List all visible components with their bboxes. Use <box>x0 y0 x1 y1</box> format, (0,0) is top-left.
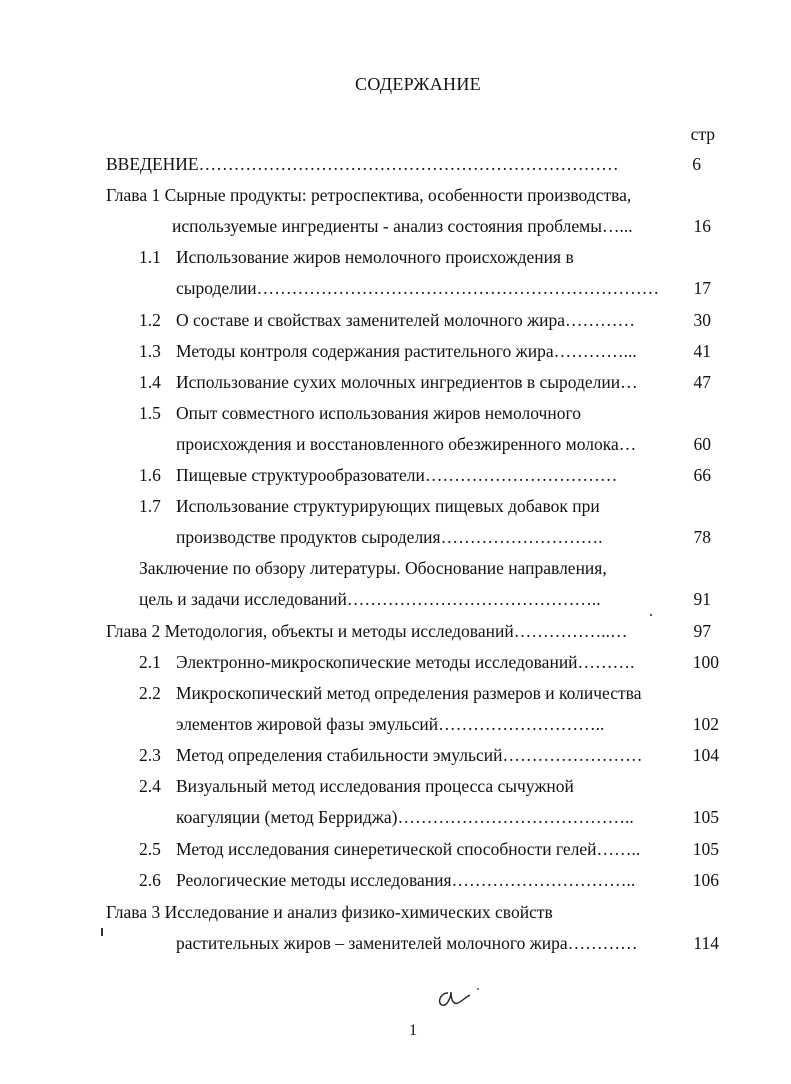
toc-section-number: 1.1 <box>139 247 161 267</box>
toc-section-2-3 <box>176 745 642 765</box>
toc-page-number: 16 <box>693 216 711 236</box>
toc-section-number: 1.3 <box>139 341 161 361</box>
toc-section-1-7-line2 <box>176 527 602 547</box>
toc-section-1-4: Использование сухих молочных ингредиентов в сыроделии… <box>176 372 638 392</box>
toc-section-2-1: Электронно-микроскопические методы исследований………. <box>176 652 635 672</box>
toc-section-number: 2.5 <box>139 839 161 859</box>
toc-section-1-7-line1: Использование структурирующих пищевых добавок при <box>176 496 600 516</box>
toc-entry-text: элементов жировой фазы эмульсий <box>176 714 439 734</box>
toc-page-number: 100 <box>692 652 719 672</box>
toc-page-number: 66 <box>693 465 711 485</box>
toc-dots: …………………… <box>502 745 643 765</box>
toc-conclusion-line2 <box>139 589 601 609</box>
toc-page-number: 60 <box>693 434 711 454</box>
toc-conclusion-line1: Заключение по обзору литературы. Обоснование направления, <box>139 558 607 578</box>
toc-section-number: 2.6 <box>139 870 161 890</box>
scan-speck <box>650 614 652 616</box>
toc-page-number: 47 <box>693 372 711 392</box>
handwritten-mark-icon <box>434 983 484 1011</box>
toc-section-number: 1.4 <box>139 372 161 392</box>
toc-page-number: 106 <box>692 870 719 890</box>
toc-section-1-1-line1: Использование жиров немолочного происхождения в <box>176 247 574 267</box>
toc-section-number: 2.3 <box>139 745 161 765</box>
toc-page-number: 97 <box>693 621 711 641</box>
toc-entry-text: производстве продуктов сыроделия <box>176 527 441 547</box>
toc-section-number: 1.7 <box>139 496 161 516</box>
toc-section-number: 2.1 <box>139 652 161 672</box>
toc-chapter-1-line1: Глава 1 Сырные продукты: ретроспектива, особенности производства, <box>106 185 632 205</box>
toc-page-number: 6 <box>692 154 701 174</box>
toc-section-number: 2.2 <box>139 683 161 703</box>
toc-section-1-5-line1: Опыт совместного использования жиров немолочного <box>176 403 581 423</box>
toc-entry-text: цель и задачи исследований <box>139 589 347 609</box>
toc-entry-intro <box>106 154 619 174</box>
toc-page-number: 114 <box>693 933 719 953</box>
toc-section-1-1-line2 <box>176 278 659 298</box>
toc-page-number: 91 <box>693 589 711 609</box>
page-title: СОДЕРЖАНИЕ <box>355 74 481 94</box>
toc-chapter-1-line2: используемые ингредиенты - анализ состояния проблемы…... <box>172 216 633 236</box>
toc-page-number: 102 <box>692 714 719 734</box>
toc-entry-text: коагуляции (метод Берриджа) <box>176 807 398 827</box>
toc-section-2-4-line2 <box>176 807 634 827</box>
toc-section-2-2-line1: Микроскопический метод определения размеров и количества <box>176 683 642 703</box>
toc-page-number: 78 <box>693 527 711 547</box>
toc-dots: ………………………………….. <box>397 807 634 827</box>
toc-entry-text: Реологические методы исследования <box>176 870 452 890</box>
toc-entry-text: сыроделии <box>176 278 257 298</box>
toc-dots: …………………………………………………………… <box>256 278 660 298</box>
toc-section-2-6 <box>176 870 635 890</box>
toc-section-1-2: О составе и свойствах заменителей молочного жира………… <box>176 310 636 330</box>
page-number-footer: 1 <box>409 1022 417 1039</box>
toc-dots: ……………………………………………………………… <box>198 154 619 174</box>
toc-dots: ………………………. <box>440 527 603 547</box>
toc-dots: ………………………….. <box>451 870 636 890</box>
toc-dots: …………………………… <box>424 465 618 485</box>
toc-section-number: 1.5 <box>139 403 161 423</box>
toc-entry-text: Метод определения стабильности эмульсий <box>176 745 503 765</box>
toc-dots: ……………………….. <box>438 714 605 734</box>
toc-chapter-3-line2: растительных жиров – заменителей молочного жира………… <box>176 933 638 953</box>
toc-chapter-2: Глава 2 Методология, объекты и методы исследований……………..… <box>106 621 628 641</box>
toc-section-2-5: Метод исследования синеретической способности гелей…….. <box>176 839 641 859</box>
toc-section-1-6 <box>176 465 617 485</box>
toc-page-number: 105 <box>692 807 719 827</box>
toc-entry-text: Пищевые структурообразователи <box>176 465 425 485</box>
toc-page-number: 30 <box>693 310 711 330</box>
toc-page-number: 41 <box>693 341 711 361</box>
toc-section-1-5-line2: происхождения и восстановленного обезжиренного молока… <box>176 434 637 454</box>
toc-page-number: 17 <box>693 278 711 298</box>
toc-page-number: 105 <box>692 839 719 859</box>
page-column-header: стр <box>690 124 715 144</box>
toc-chapter-3-line1: Глава 3 Исследование и анализ физико-химических свойств <box>106 902 553 922</box>
toc-section-number: 1.2 <box>139 310 161 330</box>
toc-page-number: 104 <box>692 745 719 765</box>
toc-section-number: 2.4 <box>139 776 161 796</box>
toc-dots: …………………………………….. <box>346 589 601 609</box>
toc-section-number: 1.6 <box>139 465 161 485</box>
toc-section-2-4-line1: Визуальный метод исследования процесса сычужной <box>176 776 574 796</box>
toc-section-2-2-line2 <box>176 714 604 734</box>
toc-entry-text: ВВЕДЕНИЕ <box>106 154 199 174</box>
toc-section-1-3: Методы контроля содержания растительного жира…………... <box>176 341 637 361</box>
margin-mark <box>101 928 103 936</box>
